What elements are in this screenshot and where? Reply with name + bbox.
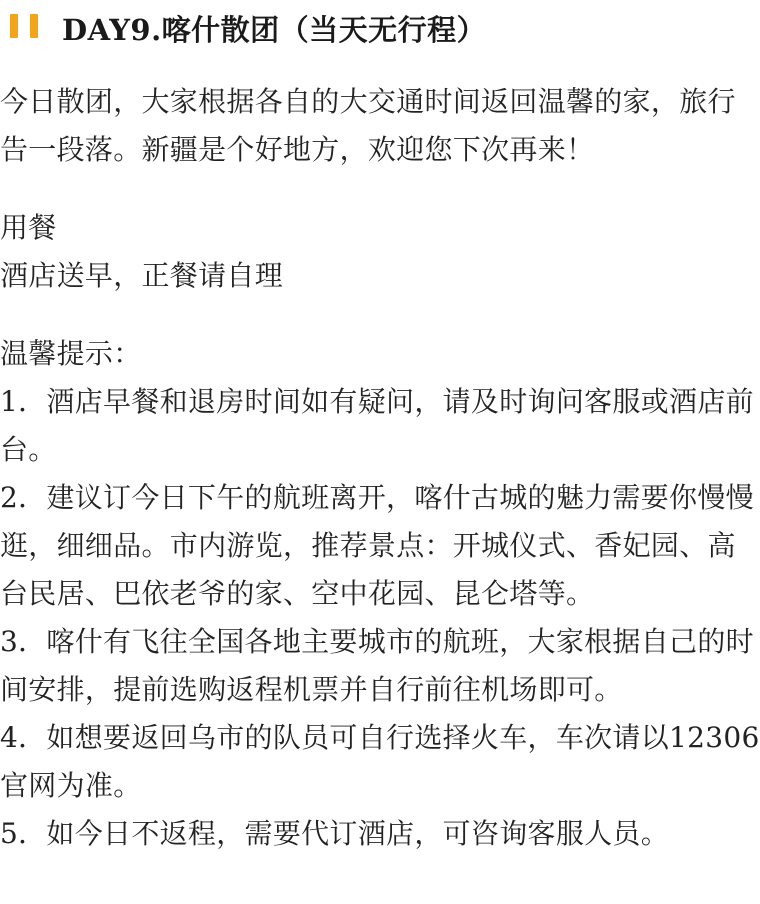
meals-text: 酒店送早，正餐请自理 (0, 259, 284, 292)
marker-bar-left (10, 14, 18, 38)
day-title: DAY9.喀什散团（当天无行程） (62, 12, 487, 47)
day-header (0, 6, 760, 50)
tip-item-4: 4．如想要返回乌市的队员可自行选择火车，车次请以12306官网为准。 (0, 721, 760, 802)
itinerary-content (0, 78, 760, 858)
tip-item-5: 5．如今日不返程，需要代订酒店，可咨询客服人员。 (0, 817, 670, 850)
marker-bar-right (30, 14, 38, 38)
tip-item-3: 3．喀什有飞往全国各地主要城市的航班，大家根据自己的时间安排，提前选购返程机票并自行前往机场即可。 (0, 625, 754, 706)
tip-item-2: 2．建议订今日下午的航班离开，喀什古城的魅力需要你慢慢逛，细细品。市内游览，推荐景点：开城仪式、香妃园、高台民居、巴依老爷的家、空中花园、昆仑塔等。 (0, 481, 754, 610)
meals-heading: 用餐 (0, 211, 57, 244)
tips-heading: 温馨提示： (0, 337, 142, 370)
title-marker-icon (8, 14, 48, 42)
tip-item-1: 1．酒店早餐和退房时间如有疑问，请及时询问客服或酒店前台。 (0, 385, 754, 466)
intro-paragraph: 今日散团，大家根据各自的大交通时间返回温馨的家，旅行告一段落。新疆是个好地方，欢迎您下次再来！ (0, 85, 736, 166)
